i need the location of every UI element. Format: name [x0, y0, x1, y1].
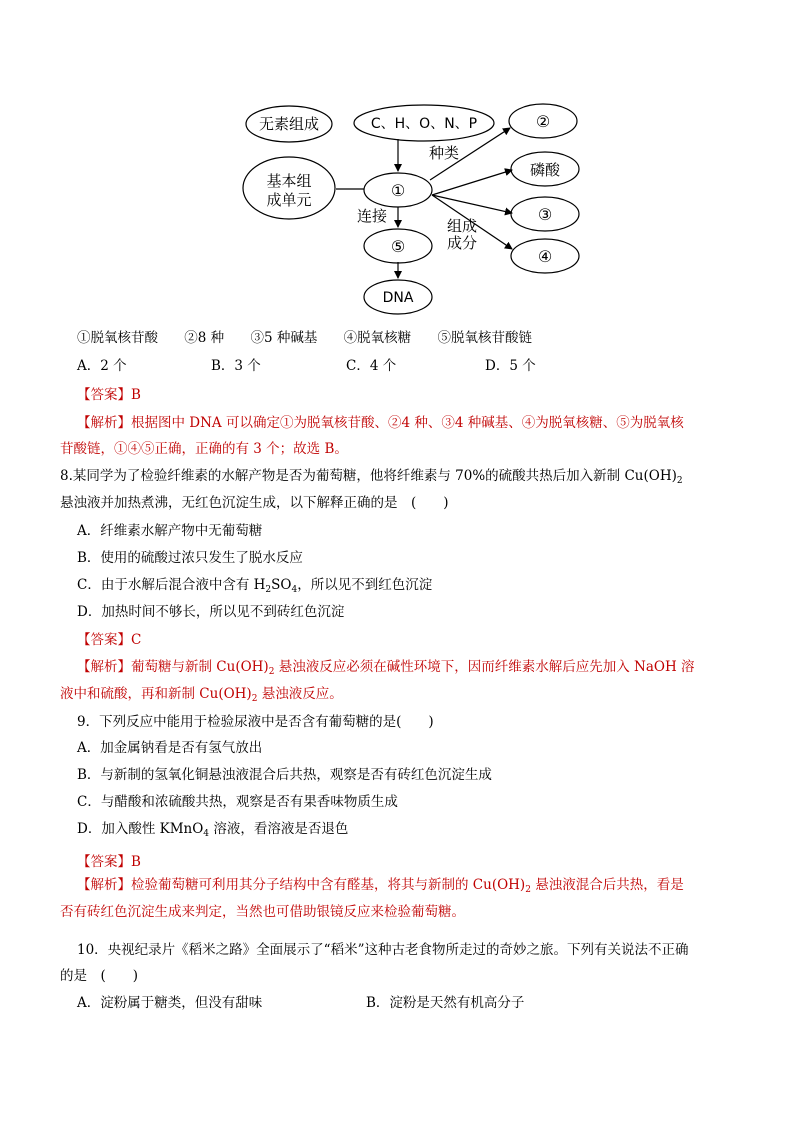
q7-analysis-line-2: 苷酸链，①④⑤正确，正确的有 3 个；故选 B。 — [60, 441, 348, 457]
q7-statement-4: ④脱氧核糖 — [343, 330, 412, 346]
edge-label-connect: 连接 — [356, 207, 388, 225]
node-3-label: ③ — [537, 205, 553, 224]
q7-option-b: B．3 个 — [211, 358, 261, 374]
q8-option-d: D．加热时间不够长，所以见不到砖红色沉淀 — [77, 604, 345, 620]
q9-option-d: D．加入酸性 KMnO$_4$ 溶液，看溶液是否退色 — [77, 821, 349, 839]
q8-analysis-line-2: 液中和硫酸，再和新制 $Cu(OH)_2$ 悬浊液反应。 — [60, 686, 343, 704]
node-4-label: ④ — [537, 247, 553, 266]
q7-statement-5: ⑤脱氧核苷酸链 — [437, 330, 532, 346]
q10-stem-line-2: 的是 ( ) — [60, 968, 139, 984]
q9-analysis-line-1: 【解析】检验葡萄糖可利用其分子结构中含有醛基，将其与新制的 $Cu(OH)_2$ 悬浊液混合后共热，看是 — [77, 877, 684, 895]
q9-answer: 【答案】B — [77, 854, 141, 870]
node-2-label: ② — [535, 112, 551, 131]
q9-analysis-line-2: 否有砖红色沉淀生成来判定，当然也可借助银镜反应来检验葡萄糖。 — [60, 904, 465, 920]
q8-option-c: C．由于水解后混合液中含有 $H_2SO_4$，所以见不到红色沉淀 — [77, 577, 433, 595]
node-basic-unit-label-1: 基本组 — [266, 172, 312, 190]
q9-option-c: C．与醋酸和浓硫酸共热，观察是否有果香味物质生成 — [77, 794, 398, 810]
q10-stem-line-1: 10．央视纪录片《稻米之路》全面展示了“稻米”这种古老食物所走过的奇妙之旅。下列有关说法不正确 — [77, 942, 689, 958]
q7-option-d: D．5 个 — [485, 358, 536, 374]
q8-option-b: B．使用的硫酸过浓只发生了脱水反应 — [77, 550, 303, 566]
q8-stem-line-2: 悬浊液并加热煮沸，无红色沉淀生成，以下解释正确的是 ( ) — [60, 495, 449, 511]
q7-statement-2: ②8 种 — [184, 330, 225, 346]
q8-option-a: A．纤维素水解产物中无葡萄糖 — [77, 523, 263, 539]
q7-option-c: C．4 个 — [346, 358, 397, 374]
node-elements-label: C、H、O、N、P — [370, 116, 478, 132]
q9-option-b: B．与新制的氢氧化铜悬浊液混合后共热，观察是否有砖红色沉淀生成 — [77, 767, 492, 783]
node-element-composition-label: 无素组成 — [258, 115, 320, 133]
node-basic-unit-label-2: 成单元 — [266, 191, 312, 209]
q8-analysis-line-1: 【解析】葡萄糖与新制 $Cu(OH)_2$ 悬浊液反应必须在碱性环境下，因而纤维素水解后应先加入 NaOH 溶 — [77, 659, 695, 677]
q10-option-a: A．淀粉属于糖类，但没有甜味 — [77, 995, 263, 1011]
q8-answer: 【答案】C — [77, 632, 142, 648]
q7-analysis-line-1: 【解析】根据图中 DNA 可以确定①为脱氧核苷酸、②4 种、③4 种碱基、④为脱氧核糖、⑤为脱氧核 — [77, 415, 684, 431]
q7-statements — [77, 329, 532, 347]
node-5-label: ⑤ — [390, 237, 406, 256]
q7-statement-1: ①脱氧核苷酸 — [77, 330, 158, 346]
dna-concept-diagram — [0, 0, 794, 330]
node-1-label: ① — [390, 181, 406, 200]
q7-answer: 【答案】B — [77, 387, 141, 403]
q9-option-a: A．加金属钠看是否有氢气放出 — [77, 740, 263, 756]
node-phosphate-label: 磷酸 — [529, 161, 561, 179]
edge-label-components-2: 成分 — [446, 234, 478, 252]
edge-label-kinds: 种类 — [428, 144, 460, 162]
q7-option-a: A．2 个 — [77, 358, 127, 374]
node-dna-label: DNA — [382, 290, 414, 306]
edge-n1-to-phosphate — [432, 170, 512, 195]
q8-stem-line-1: 8.某同学为了检验纤维素的水解产物是否为葡萄糖，他将纤维素与 70%的硫酸共热后加入新制 $Cu(OH)_2$ — [60, 468, 683, 486]
q9-stem: 9．下列反应中能用于检验尿液中是否含有葡萄糖的是( ) — [77, 714, 434, 730]
edge-n1-to-n3 — [432, 195, 512, 213]
q10-option-b: B．淀粉是天然有机高分子 — [366, 995, 525, 1011]
q7-statement-3: ③5 种碱基 — [250, 330, 318, 346]
edge-label-components-1: 组成 — [446, 217, 478, 235]
